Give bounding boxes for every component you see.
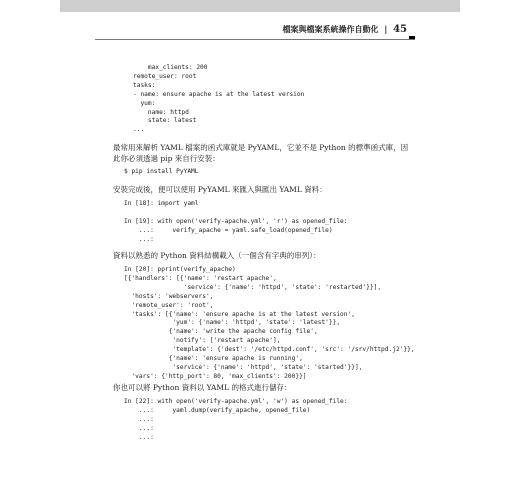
load-yaml-code: In [18]: import yaml In [19]: with open('verify-apache.yml', 'r') as opened_file: ...: verify_apache = yaml.safe_load(opened_file) ...: xyxy=(124,200,348,243)
pprint-output-code: In [20]: pprint(verify_apache) [{'handlers': [{'name': 'restart apache', 'service': {'name': 'httpd', 'state': 'restarted'}}], 'hosts': 'webservers', 'remote_user': 'root', 'tasks': [{'name': 'ensure apache is at the latest version', 'yum': {'name': 'httpd', 'state': 'latest'}}, {'name': 'write the apache config file', 'notify': ['restart apache'], 'template': {'dest': '/etc/httpd.conf', 'src': '/srv/httpd.j2'}}, {'name': 'ensure apache is running', 'service': {'name': 'httpd', 'state': 'started'}}], 'vars': {'http_port': 80, 'max_clients': 200}}] xyxy=(124,266,415,380)
paragraph-after-install: 安裝完成後，便可以使用 PyYAML 來匯入與匯出 YAML 資料： xyxy=(113,185,327,194)
dump-yaml-code: In [22]: with open('verify-apache.yml', 'w') as opened_file: ...: yaml.dump(verify_apache, opened_file) ...: ...: ...: xyxy=(124,398,348,441)
header-rule xyxy=(95,39,415,40)
page-number: 45 xyxy=(393,24,407,35)
paragraph-data-structure: 資料以熟悉的 Python 資料結構載入（一個含有字典的串列）： xyxy=(113,251,321,260)
paragraph-dump-yaml: 你也可以將 Python 資料以 YAML 的格式進行儲存： xyxy=(113,383,292,392)
paragraph-pyyaml-intro: 最常用來解析 YAML 檔案的函式庫就是 PyYAML，它並不是 Python 的標準函式庫，因 此你必須透過 pip 來自行安裝： xyxy=(113,143,409,163)
top-margin-bar xyxy=(60,0,460,12)
header-separator: | xyxy=(384,24,388,34)
yaml-code-block: max_clients: 200 remote_user: root tasks: - name: ensure apache is at the latest version yum: name: httpd state: latest ... xyxy=(133,64,305,134)
chapter-title: 檔案與檔案系統操作自動化 xyxy=(282,24,379,34)
pip-install-code: $ pip install PyYAML xyxy=(124,168,199,175)
running-header xyxy=(95,24,415,40)
